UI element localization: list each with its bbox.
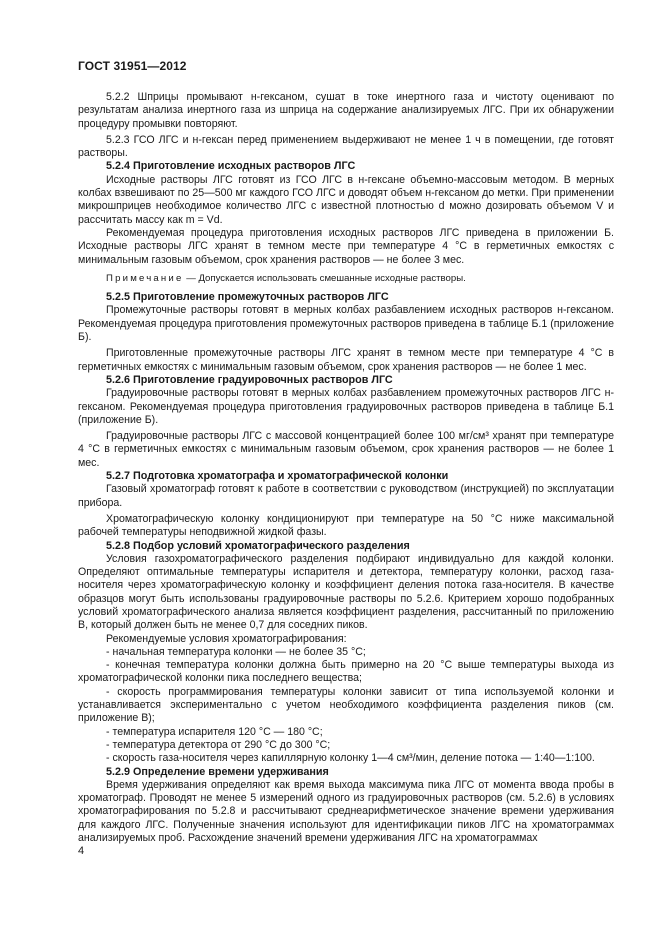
paragraph-5-2-6-a: Градуировочные растворы готовят в мерных колбах разбавлением промежуточных растворов ЛГС н-гексаном. Рекомендуемая процедура приготовления градуировочных растворов приведена в таблице Б.1 (приложение Б). — [78, 387, 614, 426]
note — [78, 272, 614, 285]
document-body — [78, 91, 614, 845]
paragraph-5-2-4-a: Исходные растворы ЛГС готовят из ГСО ЛГС в н-гексане объемно-массовым методом. В мерных колбах взвешивают по 25—500 мг каждого ГСО ЛГС и доводят объем н-гексаном до метки. При применении микрошприцев необходимое количество ЛГС с известной плотностью d можно дозировать объемом V и рассчитать массу как m = Vd. — [78, 173, 614, 226]
paragraph-5-2-5-b: Приготовленные промежуточные растворы ЛГС хранят в темном месте при температуре 4 °С в герметичных емкостях с минимальным газовым объемом, срок хранения растворов — не более 1 мес. — [78, 347, 614, 373]
heading-5-2-8: 5.2.8 Подбор условий хроматографического разделения — [106, 539, 410, 552]
list-item: - температура испарителя 120 °С — 180 °С; — [106, 725, 323, 738]
paragraph-5-2-8-b: Рекомендуемые условия хроматографирования: — [106, 632, 347, 645]
standard-header: ГОСТ 31951—2012 — [78, 59, 187, 73]
paragraph-5-2-5-a: Промежуточные растворы готовят в мерных колбах разбавлением исходных растворов н-гексаном. Рекомендуемая процедура приготовления промежуточных растворов приведена в таблице Б.1 (приложение Б). — [78, 304, 614, 344]
list-item: - скорость газа-носителя через капиллярную колонку 1—4 см³/мин, деление потока — 1:40—1:100. — [106, 752, 595, 765]
paragraph-5-2-6-b: Градуировочные растворы ЛГС с массовой концентрацией более 100 мг/см³ хранят при температуре 4 °С в герметичных емкостях с минимальным газовым объемом, срок хранения растворов — не более 1 мес. — [78, 430, 614, 469]
heading-5-2-6: 5.2.6 Приготовление градуировочных растворов ЛГС — [106, 373, 393, 386]
list-item: - скорость программирования температуры колонки зависит от типа используемой колонки и устанавливается экспериментально с учетом необходимого коэффициента разделения пиков (см. приложение В); — [78, 685, 614, 725]
list-item: - конечная температура колонки должна быть примерно на 20 °С выше температуры выхода из хроматографической колонки пика последнего вещества; — [78, 659, 614, 685]
note-text: — Допускается использовать смешанные исходные растворы. — [183, 272, 466, 284]
paragraph-5-2-3: 5.2.3 ГСО ЛГС и н-гексан перед применением выдерживают не менее 1 ч в помещении, где готовят растворы. — [78, 133, 614, 160]
heading-5-2-4: 5.2.4 Приготовление исходных растворов ЛГС — [106, 160, 356, 173]
heading-5-2-9: 5.2.9 Определение времени удерживания — [106, 765, 329, 778]
note-label: Примечание — [106, 272, 184, 284]
list-item: - начальная температура колонки — не более 35 °С; — [106, 645, 366, 658]
list-item: - температура детектора от 290 °С до 300 °С; — [106, 738, 331, 751]
paragraph-5-2-8-a: Условия газохроматографического разделения подбирают индивидуально для каждой колонки. Определяют оптимальные температуры испарителя и детектора, температуру колонки, расход газа-носителя через хроматографическую колонку и коэффициент деления потока газа-носителя. В качестве образцов могут быть использованы градуировочные растворы по 5.2.6. Критерием хорошо подобранных условий хроматографического анализа является коэффициент разделения, рассчитанный по приложению В, который должен быть не менее 0,7 для соседних пиков. — [78, 552, 614, 632]
page-number: 4 — [78, 845, 85, 857]
paragraph-5-2-2: 5.2.2 Шприцы промывают н-гексаном, сушат в токе инертного газа и чистоту оценивают по результатам анализа инертного газа из шприца на содержание анализируемых ЛГС. При их обнаружении процедуру промывки повторяют. — [78, 91, 614, 130]
paragraph-5-2-9-a: Время удерживания определяют как время выхода максимума пика ЛГС от момента ввода пробы в хроматограф. Проводят не менее 5 измерений одного из градуировочных растворов (см. 5.2.6) в условиях хроматографирования по 5.2.8 и рассчитывают среднеарифметическое значение времени удерживания для каждого ЛГС. Полученные значения используют для идентификации пиков ЛГС на хроматограммах анализируемых проб. Расхождение значений времени удерживания ЛГС на хроматограммах — [78, 778, 614, 845]
heading-5-2-5: 5.2.5 Приготовление промежуточных растворов ЛГС — [106, 291, 389, 304]
paragraph-5-2-4-b: Рекомендуемая процедура приготовления исходных растворов ЛГС приведена в приложении Б. Исходные растворы ЛГС хранят в темном месте при температуре 4 °С в герметичных емкостях с минимальным газовым объемом, срок хранения растворов — не более 3 мес. — [78, 226, 614, 266]
heading-5-2-7: 5.2.7 Подготовка хроматографа и хроматографической колонки — [106, 470, 449, 483]
paragraph-5-2-7-a: Газовый хроматограф готовят к работе в соответствии с руководством (инструкцией) по эксплуатации прибора. — [78, 483, 614, 509]
paragraph-5-2-7-b: Хроматографическую колонку кондиционируют при температуре на 50 °С ниже максимальной рабочей температуры неподвижной жидкой фазы. — [78, 512, 614, 539]
